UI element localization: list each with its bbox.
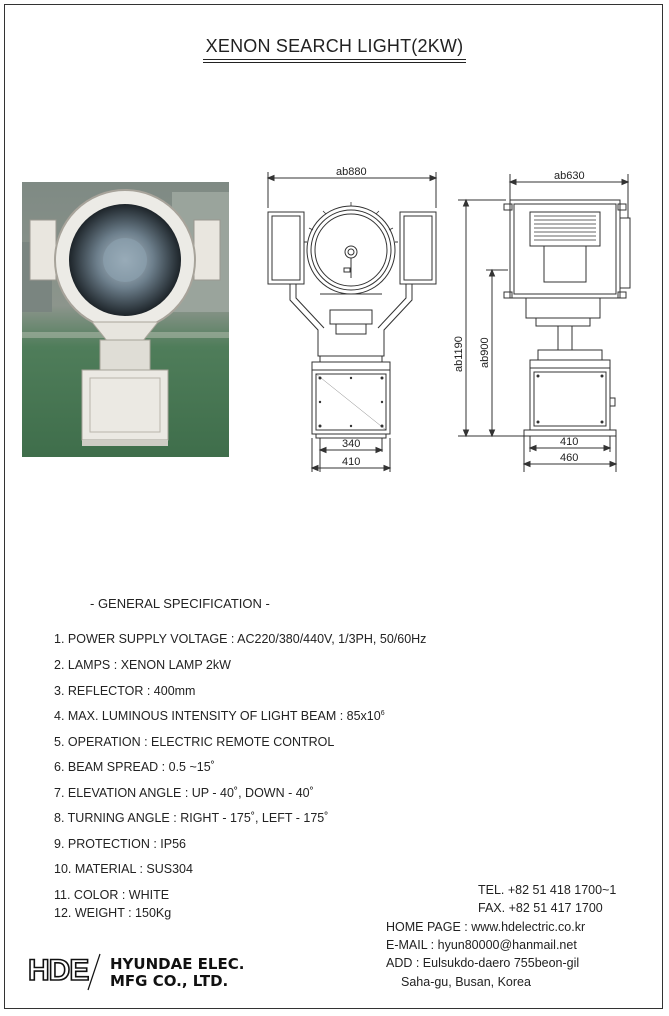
spec-item-10: 10. MATERIAL : SUS304 — [54, 862, 193, 876]
spec-item-12: 12. WEIGHT : 150Kg — [54, 906, 172, 920]
contact-address-line1: ADD : Eulsukdo-daero 755beon-gil — [386, 956, 580, 970]
spec-item-7: 7. ELEVATION ANGLE : UP - 40˚, DOWN - 40˚ — [54, 786, 314, 800]
spec-item-11: 11. COLOR : WHITE — [54, 888, 170, 902]
logo-line1: HYUNDAE ELEC. — [110, 955, 245, 973]
spec-item-5: 5. OPERATION : ELECTRIC REMOTE CONTROL — [54, 735, 335, 749]
spec-item-2: 2. LAMPS : XENON LAMP 2kW — [54, 658, 231, 672]
dim-front-base-outer: 410 — [342, 456, 361, 468]
spec-item-9: 9. PROTECTION : IP56 — [54, 837, 186, 851]
dim-side-base-outer: 460 — [560, 452, 579, 464]
spec-item-6: 6. BEAM SPREAD : 0.5 ~15˚ — [54, 760, 215, 774]
document-title: XENON SEARCH LIGHT(2KW) — [0, 36, 669, 60]
dim-total-height: ab1190 — [453, 336, 465, 372]
spec-item-4-exponent: 6 — [380, 709, 385, 717]
product-photo-illustration — [22, 182, 229, 457]
spec-item-4 — [54, 709, 385, 723]
dim-body-height: ab900 — [479, 337, 491, 368]
dim-side-width: ab630 — [554, 170, 585, 182]
dim-front-width: ab880 — [336, 166, 367, 178]
contact-homepage[interactable]: HOME PAGE : www.hdelectric.co.kr — [386, 920, 586, 934]
contact-email[interactable]: E-MAIL : hyun80000@hanmail.net — [386, 938, 577, 952]
spec-item-3: 3. REFLECTOR : 400mm — [54, 684, 196, 698]
page-border — [4, 4, 663, 1009]
spec-item-4-text: 4. MAX. LUMINOUS INTENSITY OF LIGHT BEAM : 85x10 — [54, 709, 381, 723]
product-photo — [22, 182, 229, 457]
contact-tel: TEL. +82 51 418 1700~1 — [478, 883, 617, 897]
contact-address-line2: Saha-gu, Busan, Korea — [401, 975, 531, 989]
logo-line2: MFG CO., LTD. — [110, 972, 229, 990]
spec-heading: - GENERAL SPECIFICATION - — [90, 596, 270, 611]
dim-front-base-inner: 340 — [342, 438, 361, 450]
spec-item-8: 8. TURNING ANGLE : RIGHT - 175˚, LEFT - 175˚ — [54, 811, 329, 825]
company-logo — [26, 950, 326, 996]
front-view — [268, 172, 436, 472]
company-logo-graphic — [26, 950, 326, 996]
technical-drawing — [240, 160, 660, 480]
spec-item-1: 1. POWER SUPPLY VOLTAGE : AC220/380/440V, 1/3PH, 50/60Hz — [54, 632, 427, 646]
dim-side-base-inner: 410 — [560, 436, 579, 448]
side-view — [458, 174, 630, 472]
contact-fax: FAX. +82 51 417 1700 — [478, 901, 603, 915]
logo-mark: HDE — [28, 954, 89, 987]
